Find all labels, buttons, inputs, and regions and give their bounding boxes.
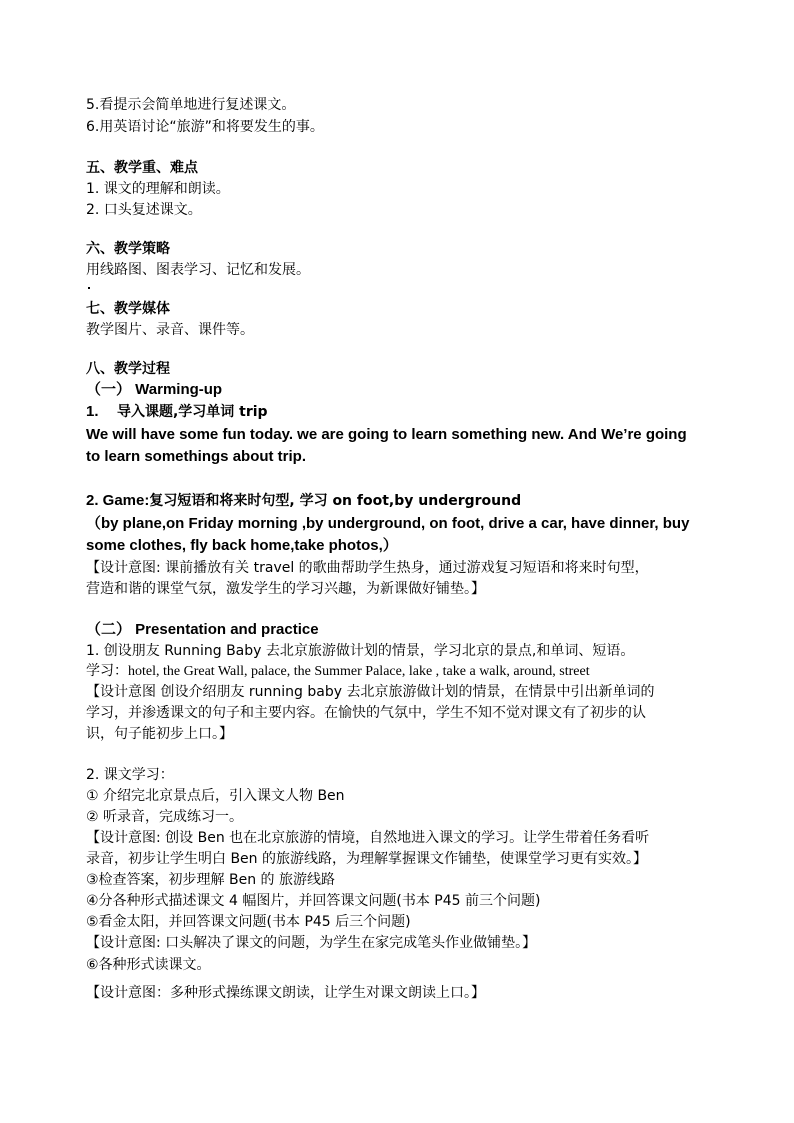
phrases-line-1: （by plane,on Friday morning ,by underground, on foot, drive a car, have dinner, buy: [86, 515, 690, 532]
game-line: [86, 491, 521, 511]
step-1-text: 导入课题,学习单词 trip: [116, 404, 268, 420]
game-label: 2. Game:: [86, 492, 150, 509]
sub-item-1: ① 介绍完北京景点后，引入课文人物 Ben: [86, 788, 345, 804]
design-intent-2-line-1: 【设计意图 创设介绍朋友 running baby 去北京旅游做计划的情景，在情景中引出新单词的: [86, 684, 655, 700]
design-intent-5: 【设计意图：多种形式操练课文朗读，让学生对课文朗读上口。】: [86, 985, 485, 1001]
design-intent-3-line-1: 【设计意图: 创设 Ben 也在北京旅游的情境，自然地进入课文的学习。让学生带着任务看听: [86, 830, 650, 846]
section-6-text: 用线路图、图表学习、记忆和发展。: [86, 262, 310, 278]
section-6-heading: 六、教学策略: [86, 241, 170, 257]
sub-item-4: ④分各种形式描述课文 4 幅图片，并回答课文问题(书本 P45 前三个问题): [86, 893, 541, 909]
design-intent-2-line-3: 识，句子能初步上口。】: [86, 726, 233, 742]
teacher-speech-line-1: We will have some fun today. we are going to learn something new. And We’re going: [86, 426, 687, 443]
teacher-speech-line-2: to learn somethings about trip.: [86, 448, 307, 465]
section-5-heading: 五、教学重、难点: [86, 160, 198, 176]
design-intent-3-line-2: 录音，初步让学生明白 Ben 的旅游线路，为理解掌握课文作铺垫，使课堂学习更有实效。】: [86, 851, 647, 867]
design-intent-1-line-1: 【设计意图: 课前播放有关 travel 的歌曲帮助学生热身，通过游戏复习短语和将来时句型，: [86, 560, 649, 576]
objective-item-6: 6.用英语讨论“旅游”和将要发生的事。: [86, 119, 324, 135]
stray-dot: [88, 287, 90, 289]
section-5-item-1: 1. 课文的理解和朗读。: [86, 181, 230, 197]
objective-item-5: 5.看提示会简单地进行复述课文。: [86, 97, 296, 113]
part-1-heading: （一） Warming-up: [86, 381, 223, 398]
part-2-heading: （二） Presentation and practice: [86, 621, 319, 638]
design-intent-4: 【设计意图: 口头解决了课文的问题，为学生在家完成笔头作业做铺垫。】: [86, 935, 537, 951]
part-2-learn: 学习：hotel, the Great Wall, palace, the Summer Palace, lake , take a walk, around, street: [86, 664, 590, 679]
game-text: 复习短语和将来时句型, 学习 on foot,by underground: [149, 493, 522, 509]
step-1-number: 1.: [86, 403, 99, 420]
section-8-heading: 八、教学过程: [86, 361, 170, 377]
sub-item-2: ② 听录音，完成练习一。: [86, 809, 244, 825]
part-2-step-1: 1. 创设朋友 Running Baby 去北京旅游做计划的情景，学习北京的景点,和单词、短语。: [86, 643, 635, 659]
sub-item-3: ③检查答案，初步理解 Ben 的 旅游线路: [86, 872, 335, 888]
sub-item-5: ⑤看金太阳，并回答课文问题(书本 P45 后三个问题): [86, 914, 411, 930]
sub-item-6: ⑥各种形式读课文。: [86, 957, 211, 973]
part-2-step-2: 2. 课文学习：: [86, 767, 174, 783]
section-7-heading: 七、教学媒体: [86, 301, 170, 317]
part-1-step-1: [86, 402, 268, 422]
section-7-text: 教学图片、录音、课件等。: [86, 322, 254, 338]
design-intent-2-line-2: 学习，并渗透课文的句子和主要内容。在愉快的气氛中，学生不知不觉对课文有了初步的认: [86, 705, 646, 721]
phrases-line-2: some clothes, fly back home,take photos,）: [86, 537, 398, 554]
design-intent-1-line-2: 营造和谐的课堂气氛，激发学生的学习兴趣，为新课做好铺垫。】: [86, 581, 485, 597]
section-5-item-2: 2. 口头复述课文。: [86, 202, 202, 218]
